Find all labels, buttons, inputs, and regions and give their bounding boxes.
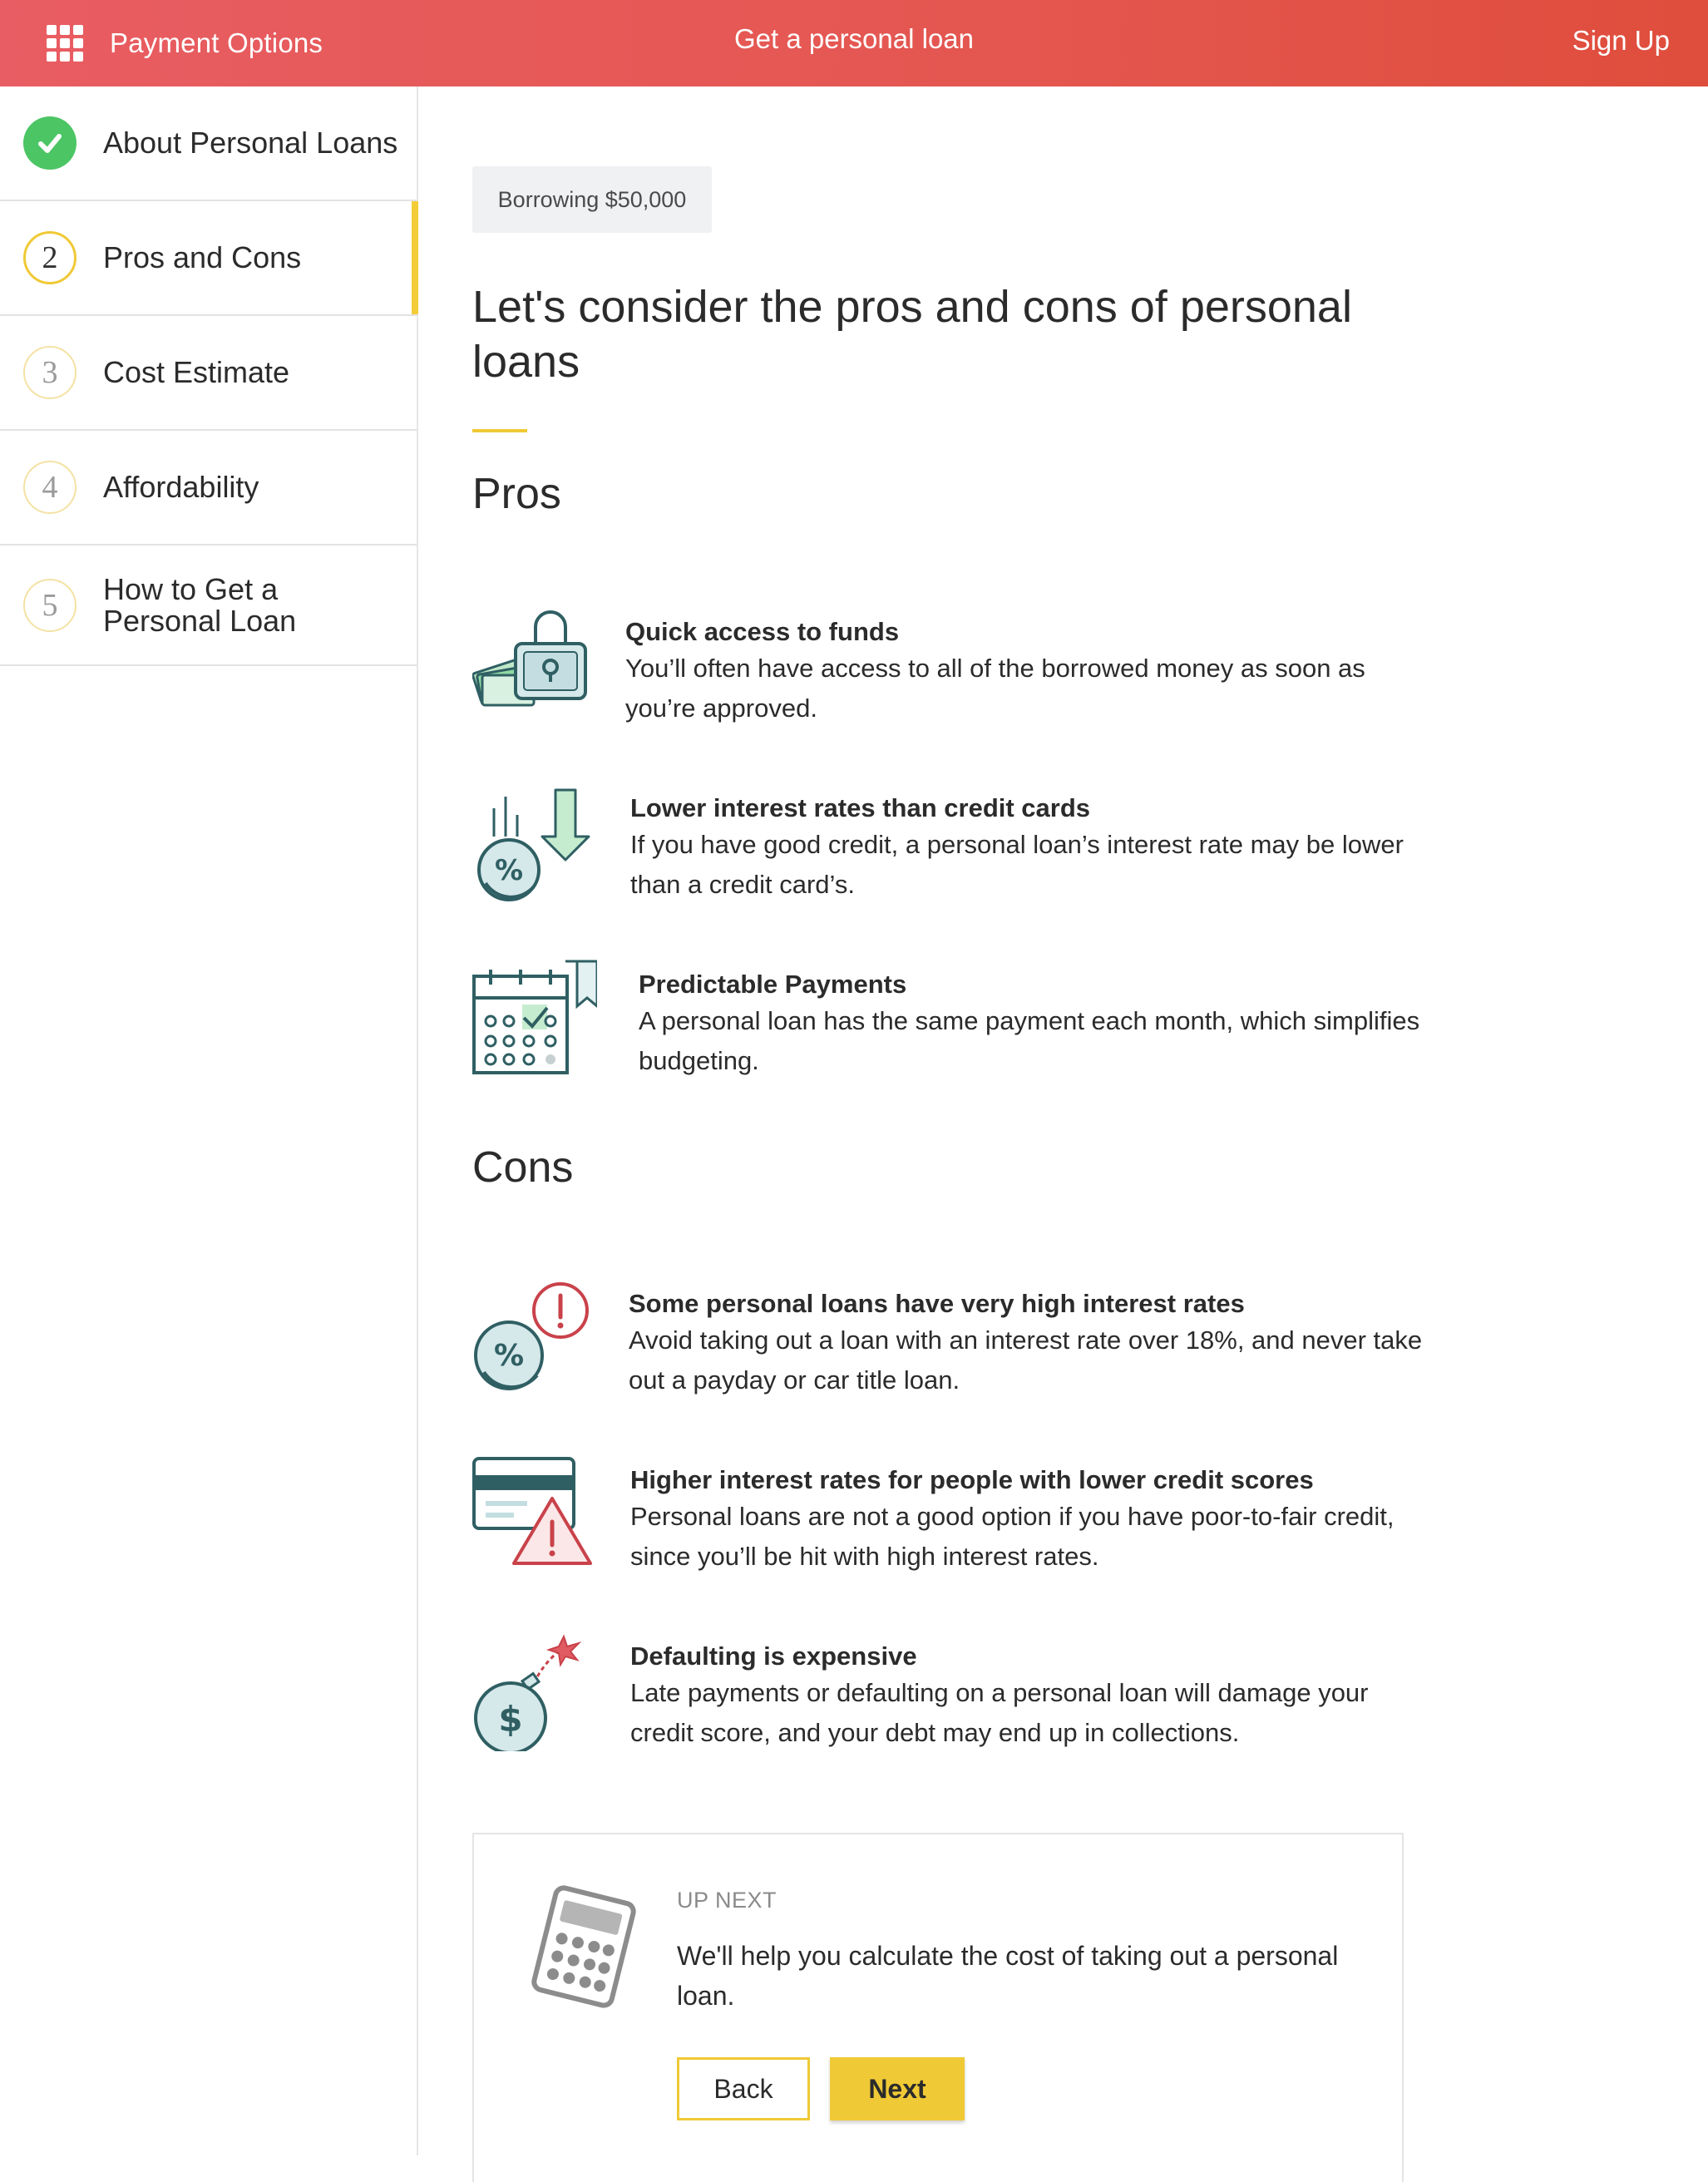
rate-alert-icon (472, 1274, 597, 1399)
step-number-badge: 2 (23, 231, 77, 284)
page-title: Let's consider the pros and cons of personal loans (472, 282, 1352, 387)
con-description: Avoid taking out a loan with an interest rate over 18%, and never take out a payday or car title loan. (629, 1325, 1423, 1395)
step-label: Affordability (103, 470, 259, 504)
steps-sidebar (0, 86, 418, 2155)
up-next-message: We'll help you calculate the cost of taking out a personal loan. (677, 1941, 1339, 2011)
pro-title: Quick access to funds (625, 617, 900, 646)
next-button[interactable]: Next (830, 2057, 965, 2120)
pro-description: You’ll often have access to all of the borrowed money as soon as you’re approved. (625, 654, 1365, 723)
con-title: Higher interest rates for people with lower credit scores (630, 1465, 1314, 1494)
calendar-check-icon (472, 955, 597, 1079)
con-title: Defaulting is expensive (630, 1641, 917, 1671)
sidebar-step-affordability[interactable] (0, 431, 417, 546)
pro-title: Predictable Payments (639, 970, 907, 999)
step-number-badge: 4 (23, 461, 77, 514)
title-divider (472, 429, 527, 432)
step-label: Pros and Cons (103, 240, 302, 274)
sidebar-step-pros-and-cons[interactable] (0, 201, 417, 316)
pro-item (472, 955, 1420, 1088)
main-content (472, 86, 1708, 2155)
up-next-card (472, 1833, 1404, 2182)
check-circle-icon (23, 116, 77, 170)
step-label: Cost Estimate (103, 355, 290, 389)
con-description: Late payments or defaulting on a personal loan will damage your credit score, and your debt may end up in collections. (630, 1678, 1369, 1747)
pro-title: Lower interest rates than credit cards (630, 793, 1091, 822)
svg-text:%: % (493, 1339, 525, 1373)
borrowing-amount-badge: Borrowing $50,000 (472, 166, 712, 233)
pro-description: A personal loan has the same payment each month, which simplifies budgeting. (639, 1006, 1420, 1075)
sidebar-step-about-personal-loans[interactable] (0, 86, 417, 201)
up-next-label: UP NEXT (677, 1888, 777, 1913)
svg-text:%: % (494, 854, 524, 887)
page-header-title: Get a personal loan (733, 23, 975, 54)
pros-heading: Pros (472, 470, 561, 518)
pro-description: If you have good credit, a personal loan’s interest rate may be lower than a credit card’s. (630, 830, 1404, 899)
sidebar-step-cost-estimate[interactable] (0, 316, 417, 431)
sign-up-link[interactable]: Sign Up (1572, 25, 1670, 56)
calculator-icon (526, 1884, 642, 2009)
con-item (472, 1274, 1423, 1407)
lock-cash-icon (472, 602, 597, 727)
pro-item (472, 778, 1420, 911)
cons-heading: Cons (472, 1143, 574, 1192)
con-title: Some personal loans have very high interest rates (629, 1289, 1245, 1318)
back-button[interactable]: Back (677, 2057, 810, 2120)
card-warning-icon (472, 1450, 597, 1575)
money-bomb-icon (472, 1627, 597, 1751)
payment-options-label: Payment Options (110, 27, 323, 58)
step-label: How to Get a Personal Loan (103, 571, 297, 638)
lower-rate-icon (472, 778, 597, 903)
pro-item (472, 602, 1420, 735)
step-number-badge: 5 (23, 579, 77, 632)
con-item (472, 1450, 1420, 1583)
con-item (472, 1627, 1420, 1760)
sidebar-step-how-to-get-a-personal-loan[interactable] (0, 546, 417, 666)
step-label: About Personal Loans (103, 126, 398, 160)
top-bar (0, 0, 1708, 86)
svg-text:$: $ (498, 1699, 523, 1740)
con-description: Personal loans are not a good option if you have poor-to-fair credit, since you’ll be hit with high interest rates. (630, 1502, 1395, 1571)
step-number-badge: 3 (23, 346, 77, 399)
